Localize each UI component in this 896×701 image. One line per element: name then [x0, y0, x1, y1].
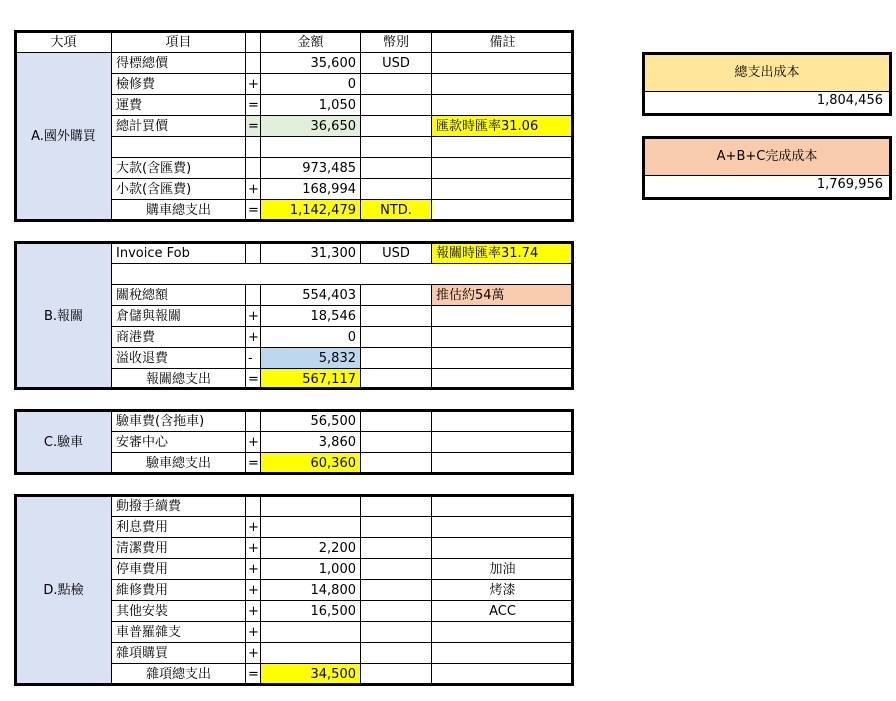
op-cell[interactable]: +	[246, 306, 261, 327]
total-cost-value[interactable]: 1,804,456	[816, 93, 883, 108]
item-cell[interactable]: 得標總價	[112, 53, 246, 74]
note-cell[interactable]	[432, 74, 574, 95]
note-cell[interactable]	[432, 453, 574, 474]
header-row	[16, 32, 574, 53]
currency-cell[interactable]	[361, 580, 432, 601]
amount-cell[interactable]: 2,200	[261, 538, 361, 559]
currency-cell[interactable]	[361, 517, 432, 538]
blank-row[interactable]	[112, 264, 574, 285]
item-cell[interactable]: 停車費用	[112, 559, 246, 580]
amount-cell[interactable]: 0	[261, 74, 361, 95]
note-cell[interactable]	[432, 95, 574, 116]
note-cell[interactable]	[432, 137, 574, 158]
item-cell[interactable]: 安審中心	[112, 432, 246, 453]
currency-cell[interactable]	[361, 158, 432, 179]
header-amount[interactable]: 金額	[261, 32, 361, 53]
abc-cost-box	[642, 136, 892, 200]
item-cell[interactable]: 維修費用	[112, 580, 246, 601]
item-cell[interactable]: 檢修費	[112, 74, 246, 95]
section-b-label[interactable]: B.報關	[16, 243, 112, 390]
currency-cell[interactable]	[361, 496, 432, 517]
item-cell[interactable]: 關稅總額	[112, 285, 246, 306]
op-cell[interactable]	[246, 496, 261, 517]
note-cell[interactable]	[432, 327, 574, 348]
header-currency[interactable]: 幣別	[361, 32, 432, 53]
note-cell[interactable]: 匯款時匯率31.06	[432, 116, 574, 137]
note-cell[interactable]	[432, 200, 574, 221]
note-cell[interactable]	[432, 432, 574, 453]
amount-cell[interactable]: 56,500	[261, 411, 361, 432]
total-currency[interactable]: NTD.	[361, 200, 432, 221]
amount-cell[interactable]: 36,650	[261, 116, 361, 137]
op-cell[interactable]: +	[246, 643, 261, 664]
amount-cell[interactable]: 35,600	[261, 53, 361, 74]
op-cell[interactable]	[246, 158, 261, 179]
note-cell[interactable]	[432, 53, 574, 74]
note-cell[interactable]: ACC	[432, 601, 574, 622]
amount-cell[interactable]	[261, 643, 361, 664]
amount-cell[interactable]: 14,800	[261, 580, 361, 601]
op-cell[interactable]: =	[246, 453, 261, 474]
header-op[interactable]	[246, 32, 261, 53]
note-cell[interactable]: 烤漆	[432, 580, 574, 601]
item-cell[interactable]: 動撥手續費	[112, 496, 246, 517]
total-label[interactable]: 購車總支出	[112, 200, 246, 221]
currency-cell[interactable]	[361, 327, 432, 348]
item-cell[interactable]: 雜項購買	[112, 643, 246, 664]
op-cell[interactable]	[246, 411, 261, 432]
op-cell[interactable]: +	[246, 74, 261, 95]
note-cell[interactable]	[432, 179, 574, 200]
item-cell[interactable]: 總計買價	[112, 116, 246, 137]
note-cell[interactable]: 加油	[432, 559, 574, 580]
amount-cell[interactable]: 16,500	[261, 601, 361, 622]
op-cell[interactable]: +	[246, 432, 261, 453]
total-amount[interactable]: 567,117	[261, 369, 361, 390]
item-cell[interactable]: 溢收退費	[112, 348, 246, 369]
note-cell[interactable]	[432, 496, 574, 517]
item-cell[interactable]: 大款(含匯費)	[112, 158, 246, 179]
currency-cell[interactable]	[361, 601, 432, 622]
currency-cell[interactable]	[361, 411, 432, 432]
amount-cell[interactable]: 18,546	[261, 306, 361, 327]
currency-cell[interactable]	[361, 95, 432, 116]
section-d-table	[15, 495, 574, 685]
op-cell[interactable]	[246, 137, 261, 158]
currency-cell[interactable]	[361, 538, 432, 559]
currency-cell[interactable]	[361, 453, 432, 474]
currency-cell[interactable]	[361, 643, 432, 664]
note-cell[interactable]	[432, 538, 574, 559]
item-cell[interactable]: Invoice Fob	[112, 243, 246, 264]
header-item[interactable]: 項目	[112, 32, 246, 53]
section-a-label[interactable]: A.國外購買	[16, 53, 112, 221]
op-cell[interactable]: =	[246, 200, 261, 221]
table-row	[16, 53, 574, 74]
item-cell[interactable]: 倉儲與報關	[112, 306, 246, 327]
op-cell[interactable]: +	[246, 538, 261, 559]
amount-cell[interactable]: 554,403	[261, 285, 361, 306]
note-cell[interactable]	[432, 664, 574, 685]
section-a-table	[15, 31, 574, 221]
amount-cell[interactable]: 168,994	[261, 179, 361, 200]
currency-cell[interactable]	[361, 137, 432, 158]
note-cell[interactable]	[432, 348, 574, 369]
currency-cell[interactable]	[361, 559, 432, 580]
table-row	[16, 243, 574, 264]
note-cell[interactable]	[432, 517, 574, 538]
op-cell[interactable]: +	[246, 580, 261, 601]
amount-cell[interactable]: 0	[261, 327, 361, 348]
op-cell[interactable]: =	[246, 116, 261, 137]
amount-cell[interactable]	[261, 496, 361, 517]
note-cell[interactable]: 報關時匯率31.74	[432, 243, 574, 264]
abc-cost-value[interactable]: 1,769,956	[816, 177, 883, 192]
total-label[interactable]: 報關總支出	[112, 369, 246, 390]
op-cell[interactable]: =	[246, 95, 261, 116]
currency-cell[interactable]	[361, 285, 432, 306]
currency-cell[interactable]: USD	[361, 243, 432, 264]
amount-cell[interactable]	[261, 622, 361, 643]
item-cell[interactable]	[112, 137, 246, 158]
total-amount[interactable]: 1,142,479	[261, 200, 361, 221]
total-amount[interactable]: 34,500	[261, 664, 361, 685]
op-cell[interactable]: =	[246, 369, 261, 390]
op-cell[interactable]: +	[246, 622, 261, 643]
currency-cell[interactable]	[361, 116, 432, 137]
item-cell[interactable]: 清潔費用	[112, 538, 246, 559]
table-row	[16, 411, 574, 432]
amount-cell[interactable]: 3,860	[261, 432, 361, 453]
item-cell[interactable]: 小款(含匯費)	[112, 179, 246, 200]
note-cell[interactable]	[432, 158, 574, 179]
amount-cell[interactable]: 973,485	[261, 158, 361, 179]
section-b-table	[15, 242, 574, 390]
currency-cell[interactable]	[361, 664, 432, 685]
currency-cell[interactable]	[361, 622, 432, 643]
currency-cell[interactable]	[361, 179, 432, 200]
currency-cell[interactable]	[361, 369, 432, 390]
currency-cell[interactable]	[361, 74, 432, 95]
op-cell[interactable]: -	[246, 348, 261, 369]
amount-cell[interactable]	[261, 137, 361, 158]
header-category[interactable]: 大項	[16, 32, 112, 53]
item-cell[interactable]: 運費	[112, 95, 246, 116]
item-cell[interactable]: 車普羅雜支	[112, 622, 246, 643]
item-cell[interactable]: 利息費用	[112, 517, 246, 538]
op-cell[interactable]: +	[246, 179, 261, 200]
table-row	[16, 496, 574, 517]
amount-cell[interactable]: 1,000	[261, 559, 361, 580]
amount-cell[interactable]: 31,300	[261, 243, 361, 264]
abc-cost-label[interactable]: A+B+C完成成本	[645, 139, 889, 176]
op-cell[interactable]: =	[246, 664, 261, 685]
amount-cell[interactable]: 5,832	[261, 348, 361, 369]
total-label[interactable]: 雜項總支出	[112, 664, 246, 685]
total-cost-label[interactable]: 總支出成本	[645, 55, 889, 92]
op-cell[interactable]: +	[246, 327, 261, 348]
amount-cell[interactable]	[261, 517, 361, 538]
currency-cell[interactable]	[361, 306, 432, 327]
section-c-table	[15, 410, 574, 474]
note-cell[interactable]: 推估約54萬	[432, 285, 574, 306]
header-note[interactable]: 備註	[432, 32, 574, 53]
note-cell[interactable]	[432, 369, 574, 390]
op-cell[interactable]: +	[246, 517, 261, 538]
note-cell[interactable]	[432, 643, 574, 664]
amount-cell[interactable]: 1,050	[261, 95, 361, 116]
op-cell[interactable]	[246, 243, 261, 264]
op-cell[interactable]: +	[246, 559, 261, 580]
item-cell[interactable]: 驗車費(含拖車)	[112, 411, 246, 432]
total-amount[interactable]: 60,360	[261, 453, 361, 474]
note-cell[interactable]	[432, 306, 574, 327]
total-label[interactable]: 驗車總支出	[112, 453, 246, 474]
section-c-label[interactable]: C.驗車	[16, 411, 112, 474]
total-cost-box	[642, 52, 892, 116]
op-cell[interactable]	[246, 53, 261, 74]
op-cell[interactable]: +	[246, 601, 261, 622]
item-cell[interactable]: 其他安裝	[112, 601, 246, 622]
currency-cell[interactable]	[361, 432, 432, 453]
note-cell[interactable]	[432, 622, 574, 643]
currency-cell[interactable]: USD	[361, 53, 432, 74]
note-cell[interactable]	[432, 411, 574, 432]
op-cell[interactable]	[246, 285, 261, 306]
section-d-label[interactable]: D.點檢	[16, 496, 112, 685]
item-cell[interactable]: 商港費	[112, 327, 246, 348]
currency-cell[interactable]	[361, 348, 432, 369]
